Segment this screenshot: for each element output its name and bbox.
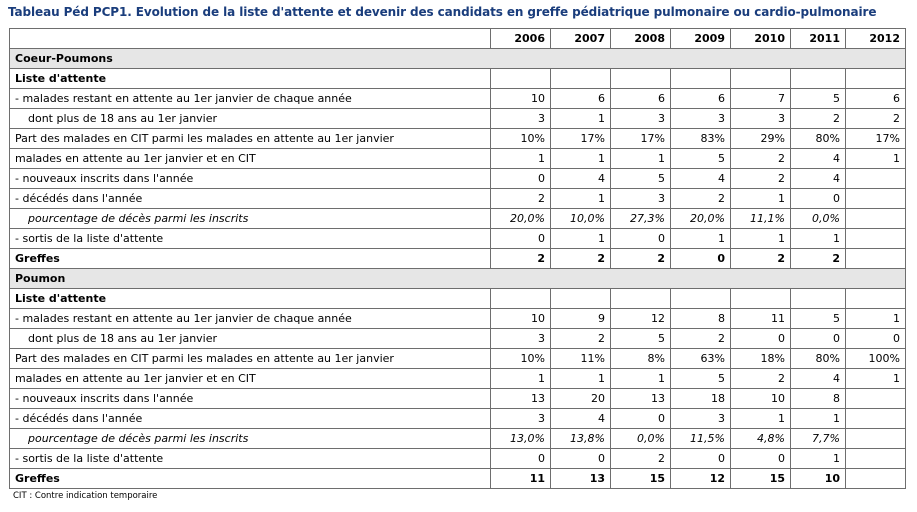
section-title: Poumon — [10, 269, 906, 289]
value-cell: 11 — [731, 309, 791, 329]
table-row — [10, 409, 906, 429]
value-cell — [731, 69, 791, 89]
value-cell: 13,8% — [551, 429, 611, 449]
section-title: Coeur-Poumons — [10, 49, 906, 69]
value-cell: 10% — [491, 129, 551, 149]
value-cell: 1 — [846, 309, 906, 329]
value-cell: 8% — [611, 349, 671, 369]
row-label: - décédés dans l'année — [10, 189, 491, 209]
section-row — [10, 49, 906, 69]
year-header-2008: 2008 — [611, 29, 671, 49]
header-corner-cell — [10, 29, 491, 49]
value-cell: 4 — [671, 169, 731, 189]
value-cell: 9 — [551, 309, 611, 329]
value-cell: 18 — [671, 389, 731, 409]
value-cell — [846, 69, 906, 89]
value-cell: 3 — [671, 109, 731, 129]
value-cell: 2 — [791, 249, 846, 269]
value-cell: 2 — [731, 149, 791, 169]
value-cell — [846, 289, 906, 309]
value-cell: 15 — [731, 469, 791, 489]
row-label: - nouveaux inscrits dans l'année — [10, 169, 491, 189]
section-row — [10, 269, 906, 289]
row-label: dont plus de 18 ans au 1er janvier — [10, 329, 491, 349]
row-label: - malades restant en attente au 1er janvier de chaque année — [10, 309, 491, 329]
value-cell: 83% — [671, 129, 731, 149]
value-cell — [671, 289, 731, 309]
value-cell — [846, 389, 906, 409]
table-row — [10, 349, 906, 369]
value-cell: 15 — [611, 469, 671, 489]
value-cell: 6 — [671, 89, 731, 109]
row-label: dont plus de 18 ans au 1er janvier — [10, 109, 491, 129]
value-cell: 20,0% — [491, 209, 551, 229]
value-cell — [671, 69, 731, 89]
row-label: Greffes — [10, 249, 491, 269]
year-header-2006: 2006 — [491, 29, 551, 49]
row-label: - nouveaux inscrits dans l'année — [10, 389, 491, 409]
value-cell: 3 — [491, 329, 551, 349]
value-cell: 0,0% — [791, 209, 846, 229]
table-row — [10, 329, 906, 349]
value-cell: 1 — [611, 369, 671, 389]
value-cell — [846, 229, 906, 249]
value-cell: 5 — [611, 329, 671, 349]
year-header-2009: 2009 — [671, 29, 731, 49]
row-label: - sortis de la liste d'attente — [10, 229, 491, 249]
value-cell: 5 — [791, 89, 846, 109]
value-cell — [551, 69, 611, 89]
table-row — [10, 229, 906, 249]
row-label: Greffes — [10, 469, 491, 489]
value-cell: 0 — [611, 229, 671, 249]
year-header-2010: 2010 — [731, 29, 791, 49]
value-cell: 11 — [491, 469, 551, 489]
value-cell — [846, 209, 906, 229]
table-row — [10, 189, 906, 209]
value-cell — [731, 289, 791, 309]
value-cell: 4 — [551, 169, 611, 189]
row-label: - malades restant en attente au 1er janvier de chaque année — [10, 89, 491, 109]
value-cell: 0 — [491, 229, 551, 249]
value-cell: 2 — [731, 249, 791, 269]
table-row — [10, 69, 906, 89]
value-cell: 3 — [491, 109, 551, 129]
value-cell: 7,7% — [791, 429, 846, 449]
value-cell: 2 — [671, 329, 731, 349]
value-cell: 10 — [731, 389, 791, 409]
table-row — [10, 129, 906, 149]
table-row — [10, 429, 906, 449]
value-cell: 13 — [491, 389, 551, 409]
row-label: Liste d'attente — [10, 289, 491, 309]
value-cell: 27,3% — [611, 209, 671, 229]
value-cell: 0 — [491, 449, 551, 469]
value-cell: 0,0% — [611, 429, 671, 449]
row-label: pourcentage de décès parmi les inscrits — [10, 429, 491, 449]
value-cell: 10% — [491, 349, 551, 369]
value-cell: 6 — [611, 89, 671, 109]
table-row — [10, 449, 906, 469]
value-cell: 1 — [611, 149, 671, 169]
value-cell: 0 — [731, 449, 791, 469]
table-body — [10, 29, 906, 489]
row-label: Part des malades en CIT parmi les malades en attente au 1er janvier — [10, 349, 491, 369]
value-cell: 80% — [791, 349, 846, 369]
value-cell: 0 — [791, 329, 846, 349]
value-cell — [846, 429, 906, 449]
value-cell: 20,0% — [671, 209, 731, 229]
value-cell: 2 — [671, 189, 731, 209]
value-cell: 2 — [491, 249, 551, 269]
table-row — [10, 289, 906, 309]
table-row — [10, 369, 906, 389]
value-cell: 1 — [491, 149, 551, 169]
row-label: malades en attente au 1er janvier et en CIT — [10, 369, 491, 389]
value-cell: 6 — [846, 89, 906, 109]
table-row — [10, 469, 906, 489]
value-cell: 4 — [791, 169, 846, 189]
value-cell: 17% — [611, 129, 671, 149]
value-cell: 10,0% — [551, 209, 611, 229]
value-cell: 3 — [671, 409, 731, 429]
value-cell: 63% — [671, 349, 731, 369]
value-cell: 1 — [731, 229, 791, 249]
value-cell — [551, 289, 611, 309]
value-cell: 1 — [671, 229, 731, 249]
value-cell: 2 — [551, 329, 611, 349]
value-cell: 11,1% — [731, 209, 791, 229]
value-cell — [846, 409, 906, 429]
value-cell: 1 — [551, 369, 611, 389]
value-cell: 12 — [611, 309, 671, 329]
value-cell — [491, 289, 551, 309]
value-cell: 17% — [551, 129, 611, 149]
value-cell: 1 — [731, 189, 791, 209]
value-cell: 1 — [846, 369, 906, 389]
value-cell: 10 — [791, 469, 846, 489]
row-label: Liste d'attente — [10, 69, 491, 89]
year-header-2012: 2012 — [846, 29, 906, 49]
value-cell: 5 — [671, 149, 731, 169]
value-cell: 1 — [551, 229, 611, 249]
value-cell: 1 — [791, 229, 846, 249]
value-cell — [846, 449, 906, 469]
value-cell: 0 — [671, 449, 731, 469]
value-cell: 17% — [846, 129, 906, 149]
value-cell: 4 — [551, 409, 611, 429]
table-row — [10, 249, 906, 269]
value-cell: 0 — [731, 329, 791, 349]
value-cell — [611, 69, 671, 89]
year-header-2011: 2011 — [791, 29, 846, 49]
value-cell: 3 — [491, 409, 551, 429]
value-cell: 8 — [791, 389, 846, 409]
value-cell: 5 — [611, 169, 671, 189]
value-cell: 10 — [491, 89, 551, 109]
value-cell: 18% — [731, 349, 791, 369]
value-cell: 8 — [671, 309, 731, 329]
value-cell: 3 — [611, 109, 671, 129]
value-cell: 0 — [671, 249, 731, 269]
value-cell: 5 — [791, 309, 846, 329]
value-cell: 13 — [551, 469, 611, 489]
value-cell: 2 — [731, 369, 791, 389]
value-cell — [846, 169, 906, 189]
value-cell: 0 — [846, 329, 906, 349]
value-cell: 2 — [491, 189, 551, 209]
table-title: Tableau Péd PCP1. Evolution de la liste d'attente et devenir des candidats en greffe pédiatrique pulmonaire ou cardio-pulmonaire — [8, 5, 877, 19]
value-cell: 6 — [551, 89, 611, 109]
value-cell — [846, 249, 906, 269]
value-cell: 1 — [551, 189, 611, 209]
value-cell — [846, 469, 906, 489]
value-cell: 2 — [611, 449, 671, 469]
table-row — [10, 309, 906, 329]
value-cell: 10 — [491, 309, 551, 329]
value-cell: 7 — [731, 89, 791, 109]
table-row — [10, 149, 906, 169]
value-cell: 2 — [731, 169, 791, 189]
value-cell — [791, 69, 846, 89]
row-label: pourcentage de décès parmi les inscrits — [10, 209, 491, 229]
header-row — [10, 29, 906, 49]
value-cell: 5 — [671, 369, 731, 389]
value-cell: 3 — [731, 109, 791, 129]
value-cell: 4 — [791, 369, 846, 389]
row-label: Part des malades en CIT parmi les malades en attente au 1er janvier — [10, 129, 491, 149]
value-cell: 4,8% — [731, 429, 791, 449]
value-cell: 2 — [791, 109, 846, 129]
table-row — [10, 389, 906, 409]
value-cell — [846, 189, 906, 209]
row-label: - sortis de la liste d'attente — [10, 449, 491, 469]
value-cell: 0 — [791, 189, 846, 209]
value-cell: 1 — [846, 149, 906, 169]
value-cell: 1 — [551, 149, 611, 169]
value-cell: 1 — [791, 409, 846, 429]
value-cell: 80% — [791, 129, 846, 149]
table-row — [10, 109, 906, 129]
value-cell: 13,0% — [491, 429, 551, 449]
value-cell: 1 — [791, 449, 846, 469]
value-cell: 1 — [731, 409, 791, 429]
value-cell — [611, 289, 671, 309]
value-cell: 2 — [611, 249, 671, 269]
value-cell: 1 — [491, 369, 551, 389]
table-row — [10, 169, 906, 189]
value-cell: 0 — [551, 449, 611, 469]
value-cell: 2 — [846, 109, 906, 129]
value-cell: 0 — [491, 169, 551, 189]
value-cell: 29% — [731, 129, 791, 149]
waitlist-table — [9, 28, 906, 489]
value-cell: 2 — [551, 249, 611, 269]
value-cell: 11,5% — [671, 429, 731, 449]
value-cell — [491, 69, 551, 89]
year-header-2007: 2007 — [551, 29, 611, 49]
footnote: CIT : Contre indication temporaire — [13, 491, 158, 501]
value-cell: 11% — [551, 349, 611, 369]
value-cell — [791, 289, 846, 309]
value-cell: 13 — [611, 389, 671, 409]
value-cell: 20 — [551, 389, 611, 409]
row-label: malades en attente au 1er janvier et en CIT — [10, 149, 491, 169]
table-row — [10, 209, 906, 229]
value-cell: 3 — [611, 189, 671, 209]
value-cell: 12 — [671, 469, 731, 489]
value-cell: 4 — [791, 149, 846, 169]
value-cell: 0 — [611, 409, 671, 429]
value-cell: 100% — [846, 349, 906, 369]
row-label: - décédés dans l'année — [10, 409, 491, 429]
table-row — [10, 89, 906, 109]
value-cell: 1 — [551, 109, 611, 129]
